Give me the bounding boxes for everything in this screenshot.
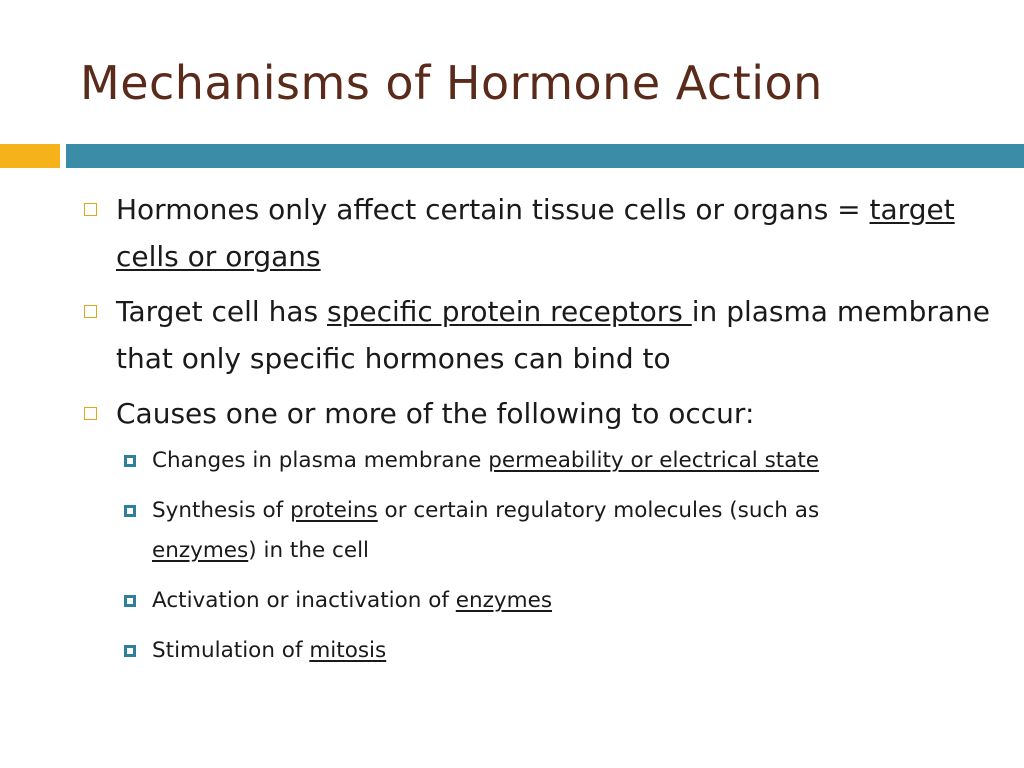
underlined-term-receptors: specific protein receptors (327, 295, 692, 328)
subbullet-text: ) in the cell (248, 538, 370, 563)
underlined-term-permeability: permeability or electrical state (488, 448, 820, 473)
subbullet-text: Changes in plasma membrane (152, 448, 489, 473)
subbullet-membrane (80, 441, 1000, 481)
subbullet-mitosis (80, 631, 1000, 671)
bullet-text: in plasma membrane that only specific hormones can bind to (116, 295, 991, 375)
bullet-text: Causes one or more of the following to occur: (116, 397, 755, 430)
underlined-term-proteins: proteins (290, 498, 378, 523)
underlined-term-enzymes: enzymes (455, 588, 553, 613)
underlined-term-mitosis: mitosis (309, 638, 387, 663)
bullet-target-cells (80, 186, 1000, 280)
underlined-term-target-cells: target cells or organs (116, 193, 955, 273)
accent-bar-gold (0, 144, 60, 168)
subbullet-synthesis (80, 491, 1000, 571)
underlined-term-enzymes: enzymes (152, 538, 249, 563)
subbullet-text: Synthesis of (152, 498, 291, 523)
subbullet-activation (80, 581, 1000, 621)
square-bullet-icon (84, 203, 97, 216)
bullet-effects (80, 390, 1000, 437)
filled-square-bullet-icon (124, 455, 136, 467)
bullet-text: Hormones only affect certain tissue cells or organs = (116, 193, 870, 226)
bullet-receptors (80, 288, 1000, 382)
square-bullet-icon (84, 305, 97, 318)
subbullet-text: Stimulation of (152, 638, 310, 663)
bullet-text: Target cell has (116, 295, 327, 328)
slide-body (80, 186, 1000, 681)
subbullet-text: Activation or inactivation of (152, 588, 456, 613)
subbullet-text: or certain regulatory molecules (such as (377, 498, 820, 523)
filled-square-bullet-icon (124, 645, 136, 657)
filled-square-bullet-icon (124, 595, 136, 607)
slide-title: Mechanisms of Hormone Action (80, 56, 823, 110)
square-bullet-icon (84, 407, 97, 420)
filled-square-bullet-icon (124, 505, 136, 517)
effects-sublist (80, 441, 1000, 671)
accent-bar-teal (66, 144, 1024, 168)
